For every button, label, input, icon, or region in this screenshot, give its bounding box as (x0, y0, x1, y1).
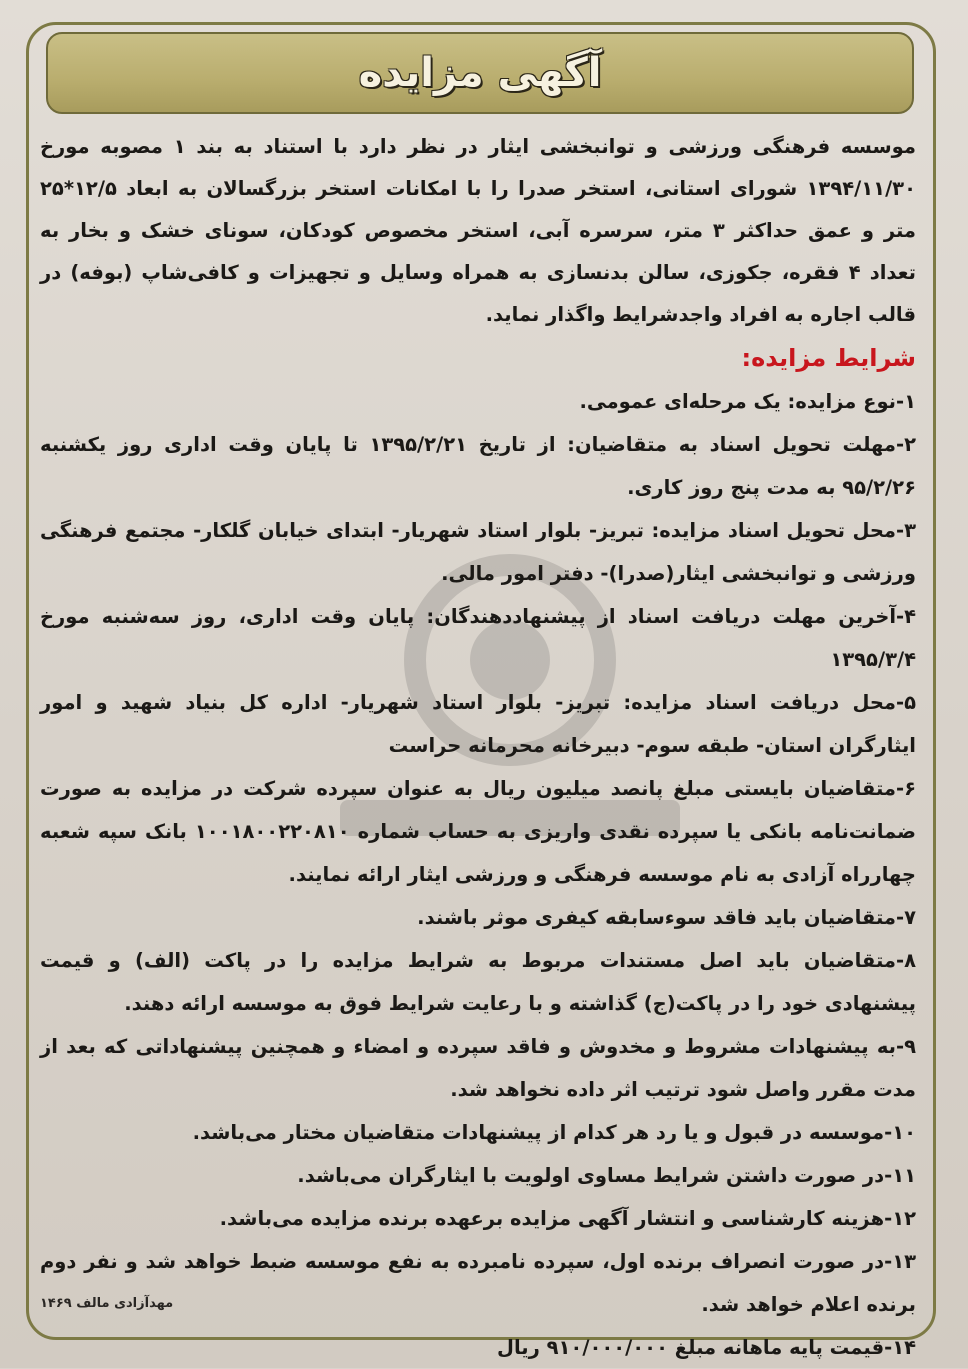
condition-item: ۴-آخرین مهلت دریافت اسناد از پیشنهاددهندگان: پایان وقت اداری، روز سه‌شنبه مورخ ۱۳۹۵/۳/۴ (40, 605, 916, 671)
condition-item: ۷-متقاضیان باید فاقد سوءسابقه کیفری موثر باشند. (417, 906, 916, 929)
condition-item: ۱۳-در صورت انصراف برنده اول، سپرده نامبرده به نفع موسسه ضبط خواهد شد و نفر دوم برنده اعلام خواهد شد. (40, 1250, 916, 1316)
conditions-list (40, 380, 916, 1369)
publication-code: مهدآزادی مالف ۱۴۶۹ (40, 1296, 174, 1311)
condition-item: ۳-محل تحویل اسناد مزایده: تبریز- بلوار استاد شهریار- ابتدای خیابان گلکار- مجتمع فرهنگی ورزشی و توانبخشی ایثار(صدرا)- دفتر امور مالی. (40, 519, 916, 585)
condition-item: ۵-محل دریافت اسناد مزایده: تبریز- بلوار استاد شهریار- اداره کل بنیاد شهید و امور ایثارگران استان- طبقه سوم- دبیرخانه محرمانه حراست (40, 691, 916, 757)
condition-item: ۲-مهلت تحویل اسناد به متقاضیان: از تاریخ ۱۳۹۵/۲/۲۱ تا پایان وقت اداری روز یکشنبه ۹۵/۲/۲۶ به مدت پنج روز کاری. (40, 433, 916, 499)
condition-item: ۱-نوع مزایده: یک مرحله‌ای عمومی. (579, 390, 916, 413)
conditions-title: شرایط مزایده: (741, 344, 916, 372)
intro-paragraph: موسسه فرهنگی ورزشی و توانبخشی ایثار در نظر دارد با استناد به بند ۱ مصوبه مورخ ۱۳۹۴/۱۱/۳۰ شورای استانی، استخر صدرا را با امکانات استخر بزرگسالان به ابعاد ۱۲/۵*۲۵ متر و عمق حداکثر ۳ متر، سرسره آبی، استخر مخصوص کودکان، سونای خشک و بخار به تعداد ۴ فقره، جکوزی، سالن بدنسازی به همراه وسایل و تجهیزات و کافی‌شاپ (بوفه) در قالب اجاره به افراد واجدشرایط واگذار نماید. (40, 135, 917, 326)
condition-item: ۱۱-در صورت داشتن شرایط مساوی اولویت با ایثارگران می‌باشد. (297, 1164, 916, 1187)
condition-item: ۸-متقاضیان باید اصل مستندات مربوط به شرایط مزایده را در پاکت (الف) و قیمت پیشنهادی خود را در پاکت(ج) گذاشته و با رعایت شرایط فوق به موسسه ارائه دهند. (40, 949, 916, 1015)
condition-item: ۶-متقاضیان بایستی مبلغ پانصد میلیون ریال به عنوان سپرده شرکت در مزایده به صورت ضمانت‌نامه بانکی یا سپرده نقدی واریزی به حساب شماره ۱۰۰۱۸۰۰۲۲۰۸۱۰ بانک سپه شعبه چهارراه آزادی به نام موسسه فرهنگی و ورزشی ایثار ارائه نمایند. (40, 777, 916, 886)
condition-item: ۱۴-قیمت پایه ماهانه مبلغ ۹۱۰/۰۰۰/۰۰۰ ریال (497, 1336, 916, 1359)
ad-title: آگهی مزایده (358, 50, 602, 96)
condition-item: ۹-به پیشنهادات مشروط و مخدوش و فاقد سپرده و امضاء و همچنین پیشنهاداتی که بعد از مدت مقرر واصل شود ترتیب اثر داده نخواهد شد. (40, 1035, 916, 1101)
ad-body (40, 126, 916, 1369)
condition-item: ۱۰-موسسه در قبول و یا رد هر کدام از پیشنهادات متقاضیان مختار می‌باشد. (192, 1121, 916, 1144)
condition-item: ۱۲-هزینه کارشناسی و انتشار آگهی مزایده برعهده برنده مزایده می‌باشد. (219, 1207, 916, 1230)
header-band (46, 32, 914, 114)
